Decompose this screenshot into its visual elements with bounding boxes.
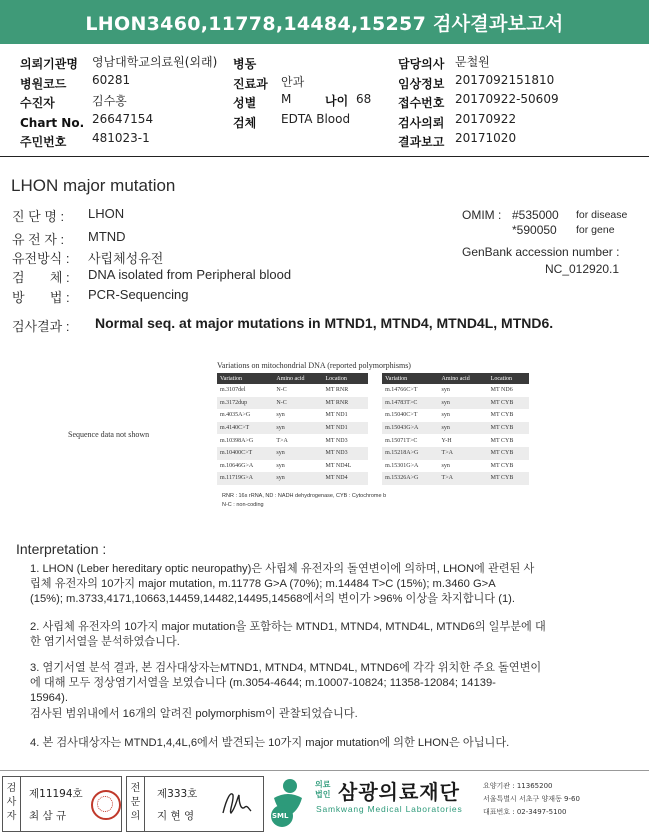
field-specimen-value: DNA isolated from Peripheral blood	[88, 267, 292, 282]
table-cell: MT ND3	[323, 447, 369, 460]
table-cell: T>A	[439, 447, 488, 460]
role-char: 의	[130, 811, 141, 822]
table-cell: MT CYB	[488, 422, 529, 435]
interp-line: 에 대해 모두 정상염기서열을 보였습니다 (m.3054-4644; m.10007-10824; 11358-12084; 14139-	[30, 677, 496, 690]
label-patient: 수진자	[20, 96, 55, 110]
value-hospital: 영남대학교의료원(외래)	[92, 55, 218, 69]
col-gap	[368, 447, 382, 460]
omim-label: OMIM :	[462, 208, 502, 222]
table-cell: m.3107del	[220, 387, 246, 394]
specialist-role-label	[127, 777, 145, 831]
interp-line: 립체 유전자의 10가지 major mutation, m.11778 G>A (70%); m.14484 T>C (15%); m.3460 G>A	[30, 578, 496, 591]
table-cell: MT ND1	[325, 412, 348, 419]
value-doctor: 문철원	[455, 55, 490, 69]
col-gap	[368, 373, 382, 384]
interpretation-heading: Interpretation :	[16, 541, 107, 557]
role-char: 문	[130, 797, 141, 808]
table-cell: m.4035A>G	[220, 412, 251, 419]
interpretation-p2	[30, 620, 645, 650]
footer-divider	[0, 770, 649, 771]
col-header: Variation	[382, 373, 438, 384]
field-inheritance-value: 사립체성유전	[88, 251, 164, 266]
interp-line: (15%); m.3733,4171,10663,14459,14482,14495,14568에서의 변이가 >96% 이상을 차지합니다 (1).	[30, 593, 516, 606]
sml-logo-icon	[268, 776, 308, 828]
table-cell: syn	[273, 447, 322, 460]
omim-disease-note: for disease	[576, 209, 628, 221]
examiner-seal-icon	[91, 790, 121, 820]
table-cell: m.14783T>C	[382, 397, 438, 410]
table-cell: MT ND4L	[325, 462, 352, 469]
table-cell: MT CYB	[490, 437, 514, 444]
table-cell: m.10398A>G	[220, 437, 254, 444]
table-cell: N-C	[273, 397, 322, 410]
label-hospital-code: 병원코드	[20, 76, 67, 91]
value-clinical-info: 2017092151810	[455, 72, 555, 87]
genbank-label: GenBank accession number :	[462, 245, 620, 259]
omim-gene-row	[512, 223, 642, 237]
interp-line: 1. LHON (Leber hereditary optic neuropathy)은 사립체 유전자의 돌연변이에 의하며, LHON에 관련된 사	[30, 563, 535, 575]
table-cell: m.3172dup	[217, 397, 273, 410]
interp-line: 2. 사립체 유전자의 10가지 major mutation을 포함하는 MTND1, MTND4, MTND4L, MTND6의 일부분에 대	[30, 621, 546, 633]
value-request-date: 20170922	[455, 111, 517, 126]
omim-disease: #535000	[512, 208, 559, 222]
interp-line: 4. 본 검사대상자는 MTND1,4,4L,6에서 발견되는 10가지 major mutation에 의한 LHON은 아닙니다.	[30, 737, 510, 749]
interpretation-p3	[30, 661, 645, 722]
section-title: LHON major mutation	[11, 176, 176, 195]
table-cell: Y-H	[441, 437, 452, 444]
table-cell: m.10400C>T	[217, 447, 273, 460]
report-header-title: LHON3460,11778,14484,15257 검사결과보고서	[85, 12, 564, 35]
specialist-license-no: 제333호	[157, 788, 198, 800]
org-small-2: 법인	[315, 790, 331, 799]
table-cell: MT RNR	[323, 397, 369, 410]
sequence-note: Sequence data not shown	[68, 430, 150, 439]
genbank-value: NC_012920.1	[545, 262, 620, 276]
table-cell: m.15071T>C	[385, 437, 418, 444]
result-value: Normal seq. at major mutations in MTND1, MTND4, MTND4L, MTND6.	[95, 315, 554, 331]
value-chart-no: 26647154	[92, 111, 154, 126]
table-row	[217, 422, 529, 435]
col-gap	[368, 422, 382, 435]
variation-table	[217, 373, 529, 485]
table-cell: m.15301G>A	[385, 462, 419, 469]
interpretation-p4	[30, 736, 645, 751]
table-cell: syn	[439, 397, 488, 410]
label-request-date: 검사의뢰	[398, 115, 445, 130]
col-gap	[368, 384, 382, 397]
table-cell: N-C	[276, 387, 287, 394]
table-cell: MT CYB	[488, 397, 529, 410]
examiner-role-label	[3, 777, 21, 831]
table-cell: MT CYB	[488, 472, 529, 485]
col-gap	[368, 460, 382, 473]
specialist-signature-box	[126, 776, 264, 832]
org-code: 요양기관 : 11365200	[483, 782, 553, 790]
label-ward: 병동	[233, 57, 257, 71]
value-department: 안과	[281, 74, 305, 89]
field-method	[12, 287, 189, 306]
table-cell: m.15218A>G	[382, 447, 438, 460]
variation-table-header	[217, 373, 529, 384]
interp-line: 15964).	[30, 692, 68, 705]
omim-gene: *590050	[512, 223, 557, 237]
specialist-name: 지 현 영	[157, 810, 195, 822]
field-diagnosis-label: 진 단 명 :	[12, 209, 65, 224]
table-cell: m.4140C>T	[217, 422, 273, 435]
label-resident-no: 주민번호	[20, 135, 67, 149]
table-cell: syn	[276, 412, 285, 419]
table-cell: MT ND6	[490, 387, 513, 394]
value-specimen: EDTA Blood	[281, 111, 351, 126]
sml-logo-text: SML	[272, 812, 289, 820]
org-english: Samkwang Medical Laboratories	[316, 804, 463, 814]
table-cell: syn	[441, 462, 450, 469]
examiner-signature-box	[2, 776, 122, 832]
interp-line: 3. 염기서열 분석 결과, 본 검사대상자는MTND1, MTND4, MTND4L, MTND6에 각각 위치한 주요 돌연변이	[30, 662, 542, 674]
col-gap	[368, 409, 382, 422]
table-cell: T>A	[439, 472, 488, 485]
table-cell: m.14766C>T	[385, 387, 418, 394]
label-hospital: 의뢰기관명	[20, 57, 78, 71]
table-cell: MT CYB	[488, 447, 529, 460]
table-cell: m.15326A>G	[382, 472, 438, 485]
value-age: 68	[356, 92, 372, 106]
variation-title: Variations on mitochondrial DNA (reported polymorphisms)	[217, 361, 411, 370]
label-clinical-info: 임상정보	[398, 76, 445, 91]
result-row	[12, 316, 632, 336]
table-cell: syn	[441, 387, 450, 394]
col-header: Location	[323, 373, 369, 384]
table-cell: MT CYB	[490, 462, 514, 469]
patient-info-col3	[398, 53, 618, 151]
omim-block	[462, 208, 642, 222]
label-doctor: 담당의사	[398, 57, 445, 71]
col-gap	[368, 434, 382, 447]
table-cell: m.11719G>A	[217, 472, 273, 485]
table-row	[217, 409, 529, 422]
label-specimen: 검체	[233, 115, 257, 130]
field-gene	[12, 229, 126, 248]
value-report-date: 20171020	[455, 131, 517, 145]
col-header: Amino acid	[273, 373, 322, 384]
table-cell: MT ND1	[323, 422, 369, 435]
table-row	[217, 434, 529, 447]
signature-scribble-icon	[219, 787, 253, 819]
value-resident-no: 481023-1	[92, 131, 150, 145]
interp-line: 한 염기서열을 분석하였습니다.	[30, 636, 180, 649]
org-phone: 대표번호 : 02-3497-5100	[483, 808, 567, 816]
org-name: 삼광의료재단	[338, 780, 460, 804]
role-char: 자	[6, 811, 17, 822]
role-char: 사	[6, 797, 17, 808]
field-specimen	[12, 267, 292, 286]
col-header: Location	[488, 373, 529, 384]
org-small-1: 의료	[315, 780, 331, 789]
patient-info-col1	[20, 53, 240, 151]
header-divider	[0, 156, 649, 157]
label-receipt-no: 접수번호	[398, 96, 445, 110]
value-hospital-code: 60281	[92, 72, 131, 87]
value-patient: 김수홍	[92, 94, 127, 108]
table-cell: m.15043G>A	[382, 422, 438, 435]
col-gap	[368, 472, 382, 485]
label-sex: 성별	[233, 96, 257, 110]
field-gene-label: 유 전 자 :	[12, 232, 65, 247]
org-address: 서울특별시 서초구 양재동 9-60	[483, 795, 580, 803]
field-method-label: 방 법 :	[12, 290, 70, 305]
field-gene-value: MTND	[88, 229, 126, 244]
interp-line: 검사된 범위내에서 16개의 알려진 polymorphism이 관찰되었습니다.	[30, 707, 358, 720]
field-inheritance-label: 유전방식 :	[12, 251, 70, 266]
table-row	[217, 397, 529, 410]
field-method-value: PCR-Sequencing	[88, 287, 189, 302]
table-cell: T>A	[276, 437, 288, 444]
table-row	[217, 447, 529, 460]
result-label: 검사결과 :	[12, 319, 70, 334]
field-diagnosis	[12, 206, 125, 225]
patient-info-col2	[233, 53, 393, 131]
label-chart-no: Chart No.	[20, 115, 85, 130]
table-row	[217, 460, 529, 473]
table-cell: MT ND4	[323, 472, 369, 485]
role-char: 검	[6, 783, 17, 794]
examiner-name: 최 삼 규	[29, 810, 67, 822]
role-char: 전	[130, 783, 141, 794]
table-cell: syn	[276, 462, 285, 469]
field-inheritance	[12, 248, 164, 267]
variation-footnote-2: N-C : non-coding	[222, 502, 264, 508]
report-title-bar	[0, 0, 649, 44]
col-gap	[368, 397, 382, 410]
org-contact	[483, 780, 580, 819]
label-department: 진료과	[233, 76, 268, 91]
label-report-date: 결과보고	[398, 135, 445, 149]
col-header: Amino acid	[439, 373, 488, 384]
table-row	[217, 472, 529, 485]
table-cell: syn	[273, 472, 322, 485]
label-age: 나이	[325, 94, 349, 108]
table-row	[217, 384, 529, 397]
field-specimen-label: 검 체 :	[12, 270, 70, 285]
org-type-label	[315, 780, 330, 800]
interpretation-p1	[30, 562, 645, 608]
examiner-license-no: 제11194호	[29, 788, 83, 800]
omim-gene-note: for gene	[576, 224, 615, 236]
col-header: Variation	[217, 373, 273, 384]
field-diagnosis-value: LHON	[88, 206, 125, 221]
value-sex: M	[281, 92, 292, 106]
variation-footnote-1: RNR : 16s rRNA, ND : NADH dehydrogenase, CYB : Cytochrome b	[222, 493, 387, 499]
table-cell: syn	[273, 422, 322, 435]
table-cell: MT ND3	[325, 437, 348, 444]
table-cell: syn	[441, 412, 450, 419]
value-receipt-no: 20170922-50609	[455, 92, 559, 106]
table-cell: m.10646G>A	[220, 462, 254, 469]
table-cell: MT CYB	[490, 412, 514, 419]
table-cell: syn	[439, 422, 488, 435]
table-cell: m.15040C>T	[385, 412, 418, 419]
table-cell: MT RNR	[325, 387, 349, 394]
